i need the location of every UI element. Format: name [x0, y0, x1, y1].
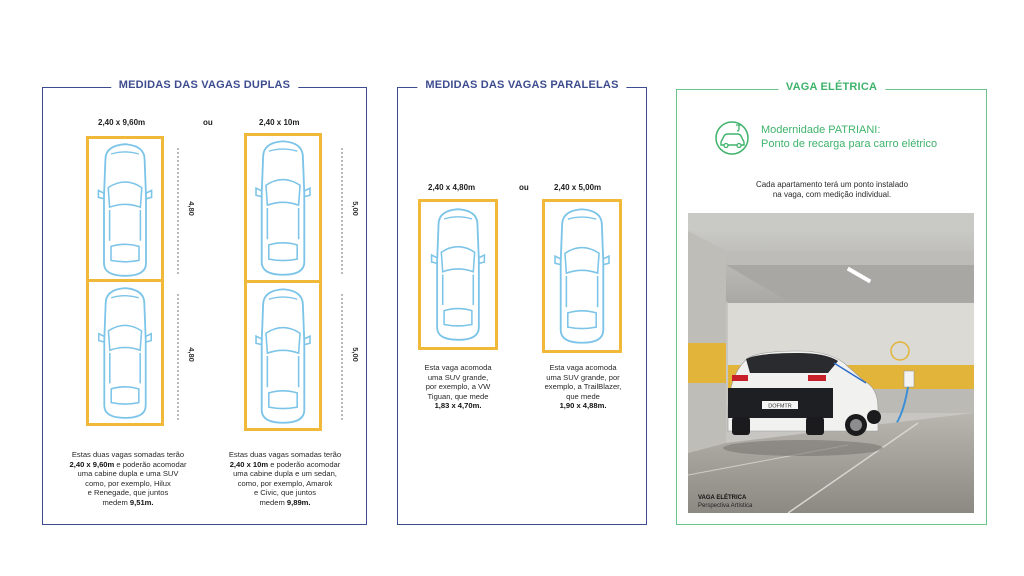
dim-label-dupla-right: 2,40 x 10m: [259, 118, 300, 127]
dim-label-paralela-left: 2,40 x 4,80m: [428, 183, 476, 192]
caption-eletrica-sub: Perspectiva Artística: [698, 503, 753, 509]
headline-eletrica-1: Modernidade PATRIANI:: [761, 124, 881, 136]
measure-rule-dupla-left: [172, 146, 192, 426]
parking-slot-paralela-left: [418, 199, 498, 350]
description-dupla-right: Estas duas vagas somadas terão 2,40 x 10m e poderão acomodar uma cabine dupla e um sedan, como, por exemplo, Amarok e Civic, que juntos medem 9,89m.: [228, 450, 342, 507]
segment-label-right-bottom: 5,00: [350, 347, 360, 362]
car-top-view-icon: [96, 284, 154, 422]
dim-label-paralela-right: 2,40 x 5,00m: [554, 183, 602, 192]
segment-label-left-bottom: 4,80: [186, 347, 196, 362]
dim-label-dupla-left: 2,40 x 9,60m: [98, 118, 146, 127]
caption-eletrica-title: VAGA ELÉTRICA: [698, 495, 747, 501]
car-top-view-icon: [96, 140, 154, 280]
segment-label-left-top: 4,80: [186, 201, 196, 216]
description-dupla-left: Estas duas vagas somadas terão 2,40 x 9,60m e poderão acomodar uma cabine dupla e uma SUV como, por exemplo, Hilux e Renegade, que juntos medem 9,51m.: [69, 450, 187, 507]
garage-rendering-image: [688, 213, 974, 513]
or-label-duplas: ou: [203, 118, 213, 127]
car-top-view-icon: [553, 205, 611, 347]
electric-car-charging-icon: [712, 120, 752, 156]
license-plate: DOFMTR: [768, 403, 792, 410]
car-top-view-icon: [254, 285, 312, 427]
panel-title-duplas: MEDIDAS DAS VAGAS DUPLAS: [111, 79, 298, 91]
or-label-paralelas: ou: [519, 183, 529, 192]
description-paralela-right: Esta vaga acomoda uma SUV grande, por exemplo, a TrailBlazer, que mede 1,90 x 4,88m.: [544, 363, 622, 411]
headline-eletrica-2: Ponto de recarga para carro elétrico: [761, 138, 938, 150]
parking-slot-paralela-right: [542, 199, 622, 353]
panel-title-paralelas: MEDIDAS DAS VAGAS PARALELAS: [417, 79, 626, 91]
description-eletrica: Cada apartamento terá um ponto instalado na vaga, com medição individual.: [755, 180, 909, 199]
description-paralela-left: Esta vaga acomoda uma SUV grande, por exemplo, a VW Tiguan, que mede 1,83 x 4,70m.: [424, 363, 492, 411]
parking-slot-dupla-right: [244, 133, 322, 431]
car-top-view-icon: [429, 205, 487, 344]
parking-slot-dupla-left: [86, 136, 164, 426]
segment-label-right-top: 5,00: [350, 201, 360, 216]
measure-rule-dupla-right: [336, 146, 356, 426]
car-top-view-icon: [254, 137, 312, 279]
panel-title-eletrica: VAGA ELÉTRICA: [778, 81, 885, 93]
